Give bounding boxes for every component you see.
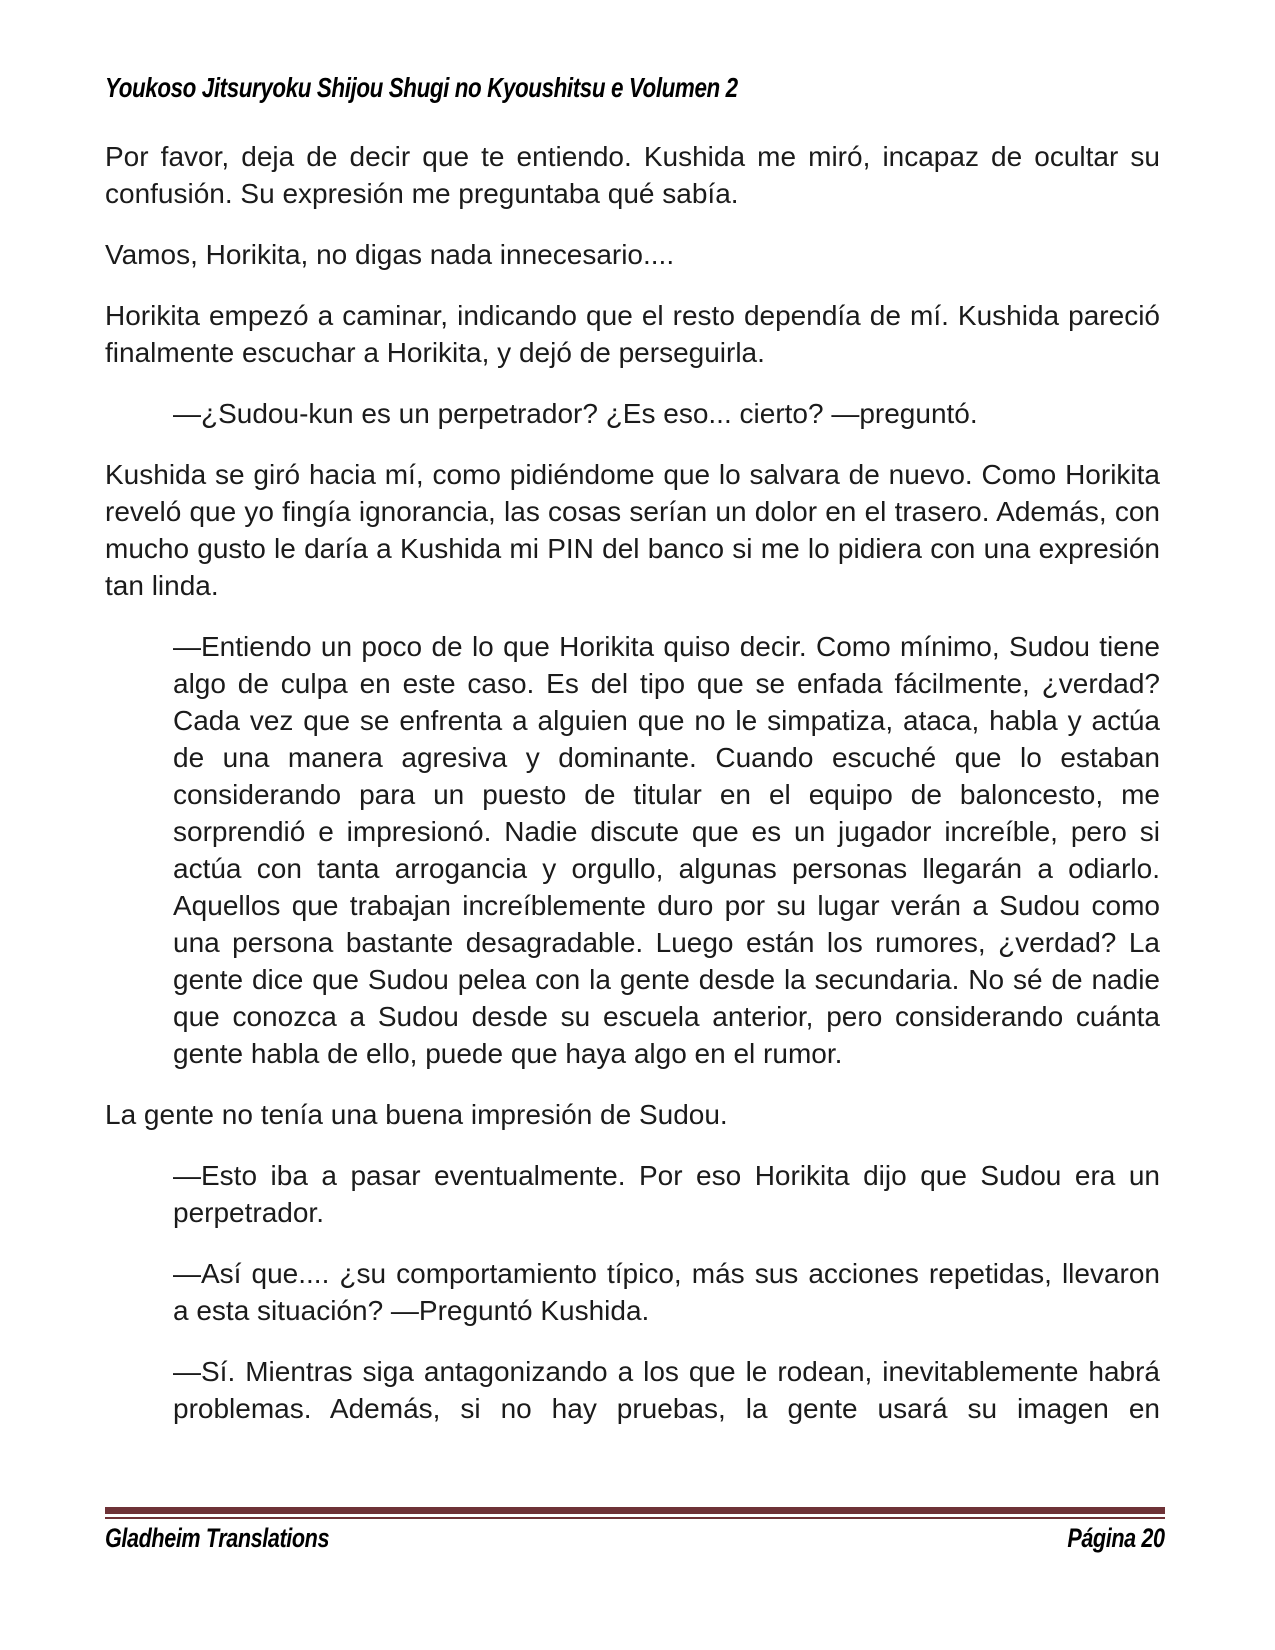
footer-rule-thick (105, 1507, 1165, 1514)
footer-rule-thin (105, 1517, 1165, 1519)
paragraph: Vamos, Horikita, no digas nada innecesario.... (105, 239, 675, 270)
page-footer (105, 1507, 1165, 1554)
paragraph: Kushida se giró hacia mí, como pidiéndome que lo salvara de nuevo. Como Horikita reveló que yo fingía ignorancia, las cosas serían un dolor en el trasero. Además, con mucho gusto le daría a Kushida mi PIN del banco si me lo pidiera con una expresión tan linda. (105, 459, 1160, 601)
page-title: Youkoso Jitsuryoku Shijou Shugi no Kyoushitsu e Volumen 2 (105, 72, 738, 103)
footer-row (105, 1523, 1165, 1554)
footer-page-number: Página 20 (1067, 1523, 1165, 1553)
paragraph: Horikita empezó a caminar, indicando que el resto dependía de mí. Kushida pareció finalmente escuchar a Horikita, y dejó de perseguirla. (105, 300, 1160, 368)
dialogue-paragraph: —Entiendo un poco de lo que Horikita quiso decir. Como mínimo, Sudou tiene algo de culpa en este caso. Es del tipo que se enfada fácilmente, ¿verdad? Cada vez que se enfrenta a alguien que no le simpatiza, ataca, habla y actúa de una manera agresiva y dominante. Cuando escuché que lo estaban considerando para un puesto de titular en el equipo de baloncesto, me sorprendió e impresionó. Nadie discute que es un jugador increíble, pero si actúa con tanta arrogancia y orgullo, algunas personas llegarán a odiarlo. Aquellos que trabajan increíblemente duro por su lugar verán a Sudou como una persona bastante desagradable. Luego están los rumores, ¿verdad? La gente dice que Sudou pelea con la gente desde la secundaria. No sé de nadie que conozca a Sudou desde su escuela anterior, pero considerando cuánta gente habla de ello, puede que haya algo en el rumor. (173, 631, 1160, 1069)
footer-translator-credit: Gladheim Translations (105, 1523, 330, 1553)
dialogue-paragraph: —¿Sudou-kun es un perpetrador? ¿Es eso... cierto? —preguntó. (173, 398, 978, 429)
dialogue-paragraph: —Sí. Mientras siga antagonizando a los que le rodean, inevitablemente habrá problemas. Además, si no hay pruebas, la gente usará su imagen en (173, 1356, 1160, 1424)
paragraph: Por favor, deja de decir que te entiendo. Kushida me miró, incapaz de ocultar su confusión. Su expresión me preguntaba qué sabía. (105, 141, 1160, 209)
dialogue-paragraph: —Así que.... ¿su comportamiento típico, más sus acciones repetidas, llevaron a esta situación? —Preguntó Kushida. (173, 1258, 1160, 1326)
paragraph: La gente no tenía una buena impresión de Sudou. (105, 1099, 728, 1130)
dialogue-paragraph: —Esto iba a pasar eventualmente. Por eso Horikita dijo que Sudou era un perpetrador. (173, 1160, 1160, 1228)
body-text (105, 138, 1160, 1427)
